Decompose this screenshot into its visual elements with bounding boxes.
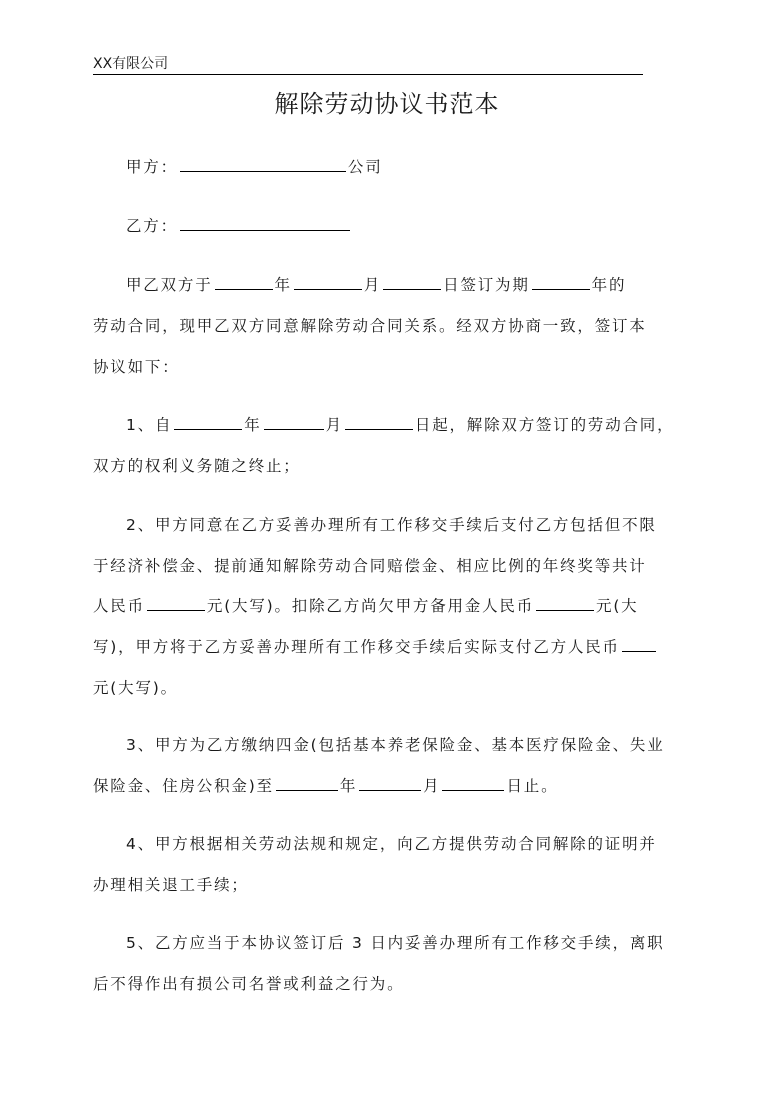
blank-field	[147, 609, 205, 611]
clause-2-line-3	[93, 594, 638, 616]
blank-field	[532, 288, 590, 290]
intro-text: 年的	[591, 276, 627, 294]
party-a-line	[126, 155, 383, 177]
intro-text: 年	[274, 276, 292, 294]
clause-text: 月	[325, 416, 343, 434]
clause-2-line-5: 元(大写)。	[93, 679, 178, 697]
clause-3-line-2	[93, 774, 558, 796]
clause-4-line-1: 4、甲方根据相关劳动法规和规定，向乙方提供劳动合同解除的证明并	[126, 835, 657, 853]
intro-text: 甲乙双方于	[126, 276, 213, 294]
document-title: 解除劳动协议书范本	[274, 90, 500, 118]
clause-text: 月	[423, 777, 441, 795]
blank-field	[442, 789, 504, 791]
clause-text: 年	[244, 416, 262, 434]
clause-2-line-4	[93, 635, 658, 657]
party-b-line	[126, 214, 352, 236]
intro-text: 月	[363, 276, 382, 294]
clause-4-line-2: 办理相关退工手续；	[93, 876, 249, 894]
blank-field	[622, 650, 656, 652]
party-a-label: 甲方：	[126, 158, 178, 176]
clause-text: 1、自	[126, 416, 173, 434]
clause-text: 年	[339, 777, 358, 795]
intro-line-2: 劳动合同，现甲乙双方同意解除劳动合同关系。经双方协商一致，签订本	[93, 317, 647, 335]
party-b-label: 乙方：	[126, 217, 178, 235]
clause-text: 日起，解除双方签订的劳动合同，	[414, 416, 675, 434]
clause-text: 写)，甲方将于乙方妥善办理所有工作移交手续后实际支付乙方人民币	[93, 638, 620, 656]
clause-text: 人民币	[93, 597, 145, 615]
blank-field	[276, 789, 338, 791]
header-company: XX有限公司	[93, 56, 643, 75]
clause-text: 元(大	[596, 597, 639, 615]
clause-text: 元(大写)。扣除乙方尚欠甲方备用金人民币	[206, 597, 535, 615]
blank-field	[345, 428, 413, 430]
clause-5-line-1: 5、乙方应当于本协议签订后 3 日内妥善办理所有工作移交手续，离职	[126, 934, 665, 952]
blank-field	[294, 288, 362, 290]
party-b-blank	[180, 229, 350, 231]
clause-text: 日止。	[506, 777, 559, 795]
blank-field	[536, 609, 594, 611]
blank-field	[359, 789, 421, 791]
party-a-suffix: 公司	[347, 158, 383, 176]
blank-field	[174, 428, 242, 430]
intro-text: 日签订为期	[443, 276, 530, 294]
clause-1-line-2: 双方的权利义务随之终止；	[93, 457, 301, 475]
blank-field	[383, 288, 441, 290]
party-a-blank	[180, 170, 346, 172]
intro-line-3: 协议如下：	[93, 358, 180, 376]
clause-2-line-2: 于经济补偿金、提前通知解除劳动合同赔偿金、相应比例的年终奖等共计	[93, 557, 647, 575]
intro-line-1	[126, 273, 626, 295]
clause-5-line-2: 后不得作出有损公司名誉或利益之行为。	[93, 975, 405, 993]
blank-field	[264, 428, 324, 430]
clause-3-line-1: 3、甲方为乙方缴纳四金(包括基本养老保险金、基本医疗保险金、失业	[126, 736, 665, 754]
clause-2-line-1: 2、甲方同意在乙方妥善办理所有工作移交手续后支付乙方包括但不限	[126, 516, 657, 534]
clause-1-line-1	[126, 413, 674, 435]
blank-field	[215, 288, 273, 290]
clause-text: 保险金、住房公积金)至	[93, 777, 274, 795]
